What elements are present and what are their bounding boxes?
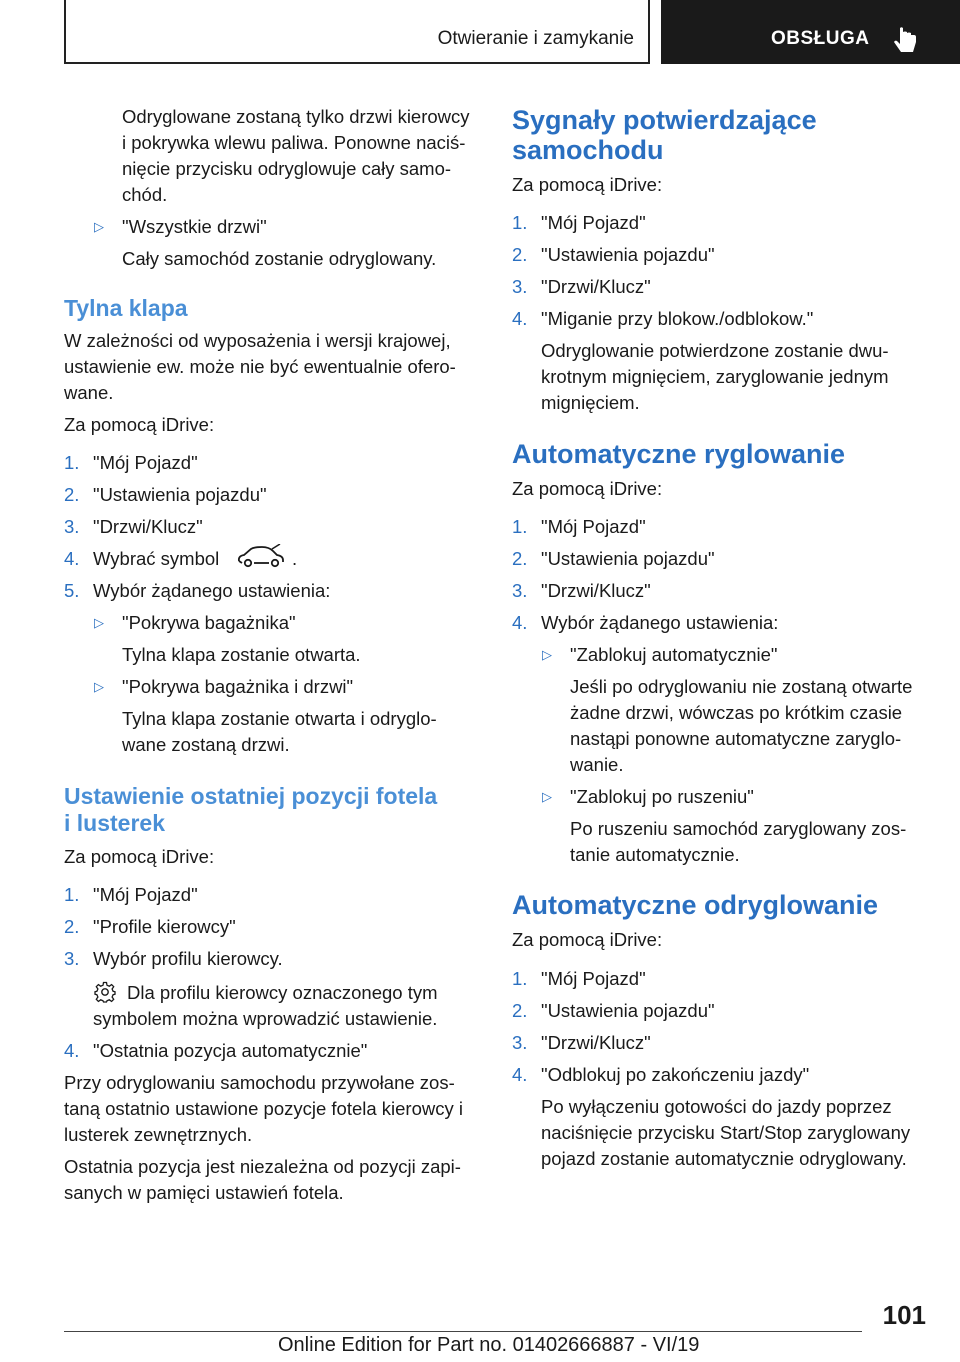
option-drive-lock-desc: Po ruszeniu samochód zaryglowany zos‐: [570, 818, 907, 839]
option-trunk-doors-desc: Tylna klapa zostanie otwarta i odryglo‐: [122, 708, 437, 729]
footer-edition: Online Edition for Part no. 01402666887 - VI/19: [278, 1334, 700, 1356]
step-number: 2.: [64, 484, 80, 505]
triangle-right-icon: ▷: [94, 219, 104, 234]
option-trunk-doors-desc: wane zostaną drzwi.: [122, 734, 290, 755]
triangle-right-icon: ▷: [94, 615, 104, 630]
step-number: 4.: [512, 612, 528, 633]
footer-divider: [64, 1331, 862, 1332]
step-text: "Ustawienia pojazdu": [541, 244, 715, 265]
autounlock-desc-line: naciśnięcie przycisku Start/Stop zaryglowany: [541, 1122, 911, 1143]
option-trunk-desc: Tylna klapa zostanie otwarta.: [122, 644, 361, 665]
step-text: "Mój Pojazd": [541, 516, 646, 537]
step-text: "Drzwi/Klucz": [541, 580, 651, 601]
intro-line: chód.: [122, 184, 168, 205]
step-text: "Ustawienia pojazdu": [541, 548, 715, 569]
tailgate-intro-line: ustawienie ew. może nie być ewentualnie ofero‐: [64, 356, 456, 377]
step-text: "Odblokuj po zakończeniu jazdy": [541, 1064, 810, 1085]
step-number: 4.: [512, 1064, 528, 1085]
step-number: 5.: [64, 580, 80, 601]
option-auto-lock-desc: Jeśli po odryglowaniu nie zostaną otwarte: [570, 676, 913, 697]
option-auto-lock: "Zablokuj automatycznie": [570, 644, 778, 665]
autounlock-desc-line: pojazd zostanie automatycznie odryglowany.: [541, 1148, 907, 1169]
intro-line: Odryglowane zostaną tylko drzwi kierowcy: [122, 106, 470, 127]
seat-para-line: taną ostatnio ustawione pozycje fotela kierowcy i: [64, 1098, 463, 1119]
step-number: 1.: [512, 516, 528, 537]
step-text: Wybór żądanego ustawienia:: [93, 580, 331, 601]
step-text: Wybór żądanego ustawienia:: [541, 612, 779, 633]
car-icon: [236, 544, 286, 568]
triangle-right-icon: ▷: [542, 789, 552, 804]
step-text: "Miganie przy blokow./odblokow.": [541, 308, 814, 329]
signal-desc-line: krotnym mignięciem, zaryglowanie jednym: [541, 366, 889, 387]
via-idrive-label: Za pomocą iDrive:: [64, 414, 215, 435]
step-number: 4.: [64, 1040, 80, 1061]
page-number: 101: [882, 1300, 926, 1330]
header-section-title: Otwieranie i zamykanie: [437, 28, 634, 49]
option-auto-lock-desc: wanie.: [570, 754, 624, 775]
option-trunk: "Pokrywa bagażnika": [122, 612, 296, 633]
signal-desc-line: Odryglowanie potwierdzone zostanie dwu‐: [541, 340, 889, 361]
option-drive-lock: "Zablokuj po ruszeniu": [570, 786, 754, 807]
step-number: 3.: [512, 1032, 528, 1053]
option-trunk-doors: "Pokrywa bagażnika i drzwi": [122, 676, 354, 697]
via-idrive-label: Za pomocą iDrive:: [512, 929, 663, 950]
step-text: "Ustawienia pojazdu": [541, 1000, 715, 1021]
autounlock-desc-line: Po wyłączeniu gotowości do jazdy poprzez: [541, 1096, 892, 1117]
intro-line: i pokrywka wlewu paliwa. Ponowne naciś‐: [122, 132, 466, 153]
step-number: 1.: [512, 212, 528, 233]
step-text: "Ustawienia pojazdu": [93, 484, 267, 505]
step-text: "Mój Pojazd": [541, 212, 646, 233]
triangle-right-icon: ▷: [542, 647, 552, 662]
seat-heading: Ustawienie ostatniej pozycji fotela: [64, 783, 438, 809]
header-chapter-title: OBSŁUGA: [771, 28, 870, 49]
step-number: 2.: [512, 548, 528, 569]
step-text: "Drzwi/Klucz": [541, 1032, 651, 1053]
step-number: 2.: [512, 1000, 528, 1021]
step-text-suffix: .: [292, 548, 298, 569]
profile-note-line: Dla profilu kierowcy oznaczonego tym: [127, 982, 438, 1003]
step-text: "Drzwi/Klucz": [93, 516, 203, 537]
step-number: 1.: [64, 884, 80, 905]
step-number: 4.: [512, 308, 528, 329]
step-number: 3.: [512, 580, 528, 601]
autounlock-heading: Automatyczne odryglowanie: [512, 890, 879, 920]
step-number: 3.: [64, 948, 80, 969]
via-idrive-label: Za pomocą iDrive:: [512, 174, 663, 195]
step-number: 3.: [512, 276, 528, 297]
header-section-box: [64, 0, 650, 64]
option-auto-lock-desc: żadne drzwi, wówczas po krótkim czasie: [570, 702, 903, 723]
step-text: "Profile kierowcy": [93, 916, 236, 937]
step-text: "Ostatnia pozycja automatycznie": [93, 1040, 368, 1061]
step-text: Wybór profilu kierowcy.: [93, 948, 283, 969]
step-number: 4.: [64, 548, 80, 569]
option-drive-lock-desc: tanie automatycznie.: [570, 844, 740, 865]
via-idrive-label: Za pomocą iDrive:: [64, 846, 215, 867]
seat-heading: i lusterek: [64, 810, 165, 836]
step-number: 1.: [64, 452, 80, 473]
option-auto-lock-desc: nastąpi ponowne automatyczne zaryglo‐: [570, 728, 902, 749]
signal-heading: Sygnały potwierdzające: [512, 105, 817, 135]
option-all-doors-desc: Cały samochód zostanie odryglowany.: [122, 248, 437, 269]
step-number: 1.: [512, 968, 528, 989]
step-text: "Drzwi/Klucz": [541, 276, 651, 297]
profile-note-line: symbolem można wprowadzić ustawienie.: [93, 1008, 438, 1029]
step-text: "Mój Pojazd": [93, 884, 198, 905]
hand-pointer-icon: [893, 26, 919, 56]
seat-para-line: sanych w pamięci ustawień fotela.: [64, 1182, 344, 1203]
step-text: "Mój Pojazd": [93, 452, 198, 473]
step-number: 2.: [64, 916, 80, 937]
step-text: Wybrać symbol: [93, 548, 220, 569]
option-all-doors: "Wszystkie drzwi": [122, 216, 267, 237]
signal-desc-line: mignięciem.: [541, 392, 640, 413]
seat-para-line: Przy odryglowaniu samochodu przywołane zos‐: [64, 1072, 455, 1093]
autolock-heading: Automatyczne ryglowanie: [512, 439, 846, 469]
intro-line: nięcie przycisku odryglowuje cały samo‐: [122, 158, 452, 179]
seat-para-line: lusterek zewnętrznych.: [64, 1124, 253, 1145]
signal-heading: samochodu: [512, 135, 664, 165]
step-number: 2.: [512, 244, 528, 265]
tailgate-intro-line: wane.: [64, 382, 114, 403]
gear-icon: [94, 981, 116, 1003]
tailgate-heading: Tylna klapa: [64, 295, 188, 321]
seat-para-line: Ostatnia pozycja jest niezależna od pozycji zapi‐: [64, 1156, 461, 1177]
via-idrive-label: Za pomocą iDrive:: [512, 478, 663, 499]
step-text: "Mój Pojazd": [541, 968, 646, 989]
step-number: 3.: [64, 516, 80, 537]
triangle-right-icon: ▷: [94, 679, 104, 694]
tailgate-intro-line: W zależności od wyposażenia i wersji krajowej,: [64, 330, 451, 351]
